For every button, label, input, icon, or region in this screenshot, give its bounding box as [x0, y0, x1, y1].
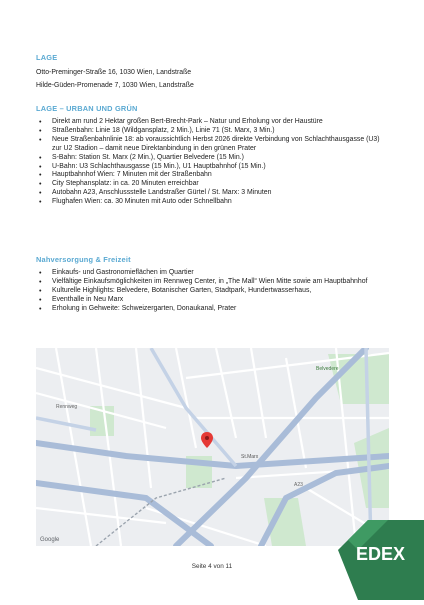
- section-title-nahversorgung: Nahversorgung & Freizeit: [36, 255, 131, 264]
- address-1: Otto-Preminger-Straße 16, 1030 Wien, Landstraße: [36, 69, 192, 76]
- map-label-rennweg: Rennweg: [56, 404, 78, 410]
- list-item: • Kulturelle Highlights: Belvedere, Botanischer Garten, Stadtpark, Hundertwasserhaus,: [36, 287, 386, 296]
- list-item: • U-Bahn: U3 Schlachthausgasse (15 Min.), U1 Hauptbahnhof (15 Min.): [36, 163, 386, 172]
- map-label-a23: A23: [294, 482, 303, 488]
- address-2: Hilde-Güden-Promenade 7, 1030 Wien, Landstraße: [36, 82, 194, 89]
- list-item: • Straßenbahn: Linie 18 (Wildgansplatz, 2 Min.), Linie 71 (St. Marx, 3 Min.): [36, 127, 386, 136]
- list-item: • City Stephansplatz: in ca. 20 Minuten erreichbar: [36, 180, 386, 189]
- list-item: • Einkaufs- und Gastronomieflächen im Quartier: [36, 269, 386, 278]
- list-item: • Autobahn A23, Anschlussstelle Landstraßer Gürtel / St. Marx: 3 Minuten: [36, 189, 386, 198]
- location-map[interactable]: [36, 348, 389, 546]
- list-item: • Eventhalle in Neu Marx: [36, 296, 386, 305]
- nahversorgung-list: [36, 269, 386, 314]
- map-label-belvedere: Belvedere: [316, 366, 339, 372]
- list-item: • S-Bahn: Station St. Marx (2 Min.), Quartier Belvedere (15 Min.): [36, 154, 386, 163]
- list-item: • Hauptbahnhof Wien: 7 Minuten mit der Straßenbahn: [36, 171, 386, 180]
- list-item: • Vielfältige Einkaufsmöglichkeiten im Rennweg Center, in „The Mall“ Wien Mitte sowie am Hauptbahnhof: [36, 278, 386, 287]
- urban-list: [36, 118, 386, 207]
- list-item: • Direkt am rund 2 Hektar großen Bert-Brecht-Park – Natur und Erholung vor der Haustüre: [36, 118, 386, 127]
- edex-logo: [338, 520, 424, 600]
- map-label-st-marx: St.Marx: [241, 454, 259, 460]
- page-number: Seite 4 von 11: [191, 563, 233, 570]
- google-attribution: Google: [40, 537, 60, 543]
- section-title-urban: LAGE – URBAN UND GRÜN: [36, 104, 138, 113]
- list-item: • Flughafen Wien: ca. 30 Minuten mit Auto oder Schnellbahn: [36, 198, 386, 207]
- logo-text: EDEX: [356, 544, 406, 564]
- list-item: • Erholung in Gehweite: Schweizergarten, Donaukanal, Prater: [36, 305, 386, 314]
- section-title-lage: LAGE: [36, 53, 58, 62]
- list-item: • Neue Straßenbahnlinie 18: ab voraussichtlich Herbst 2026 direkte Verbindung von Schlachthausgasse (U3) zur U2 Stadion – damit neue Direktanbindung in den grünen Prater: [36, 136, 386, 154]
